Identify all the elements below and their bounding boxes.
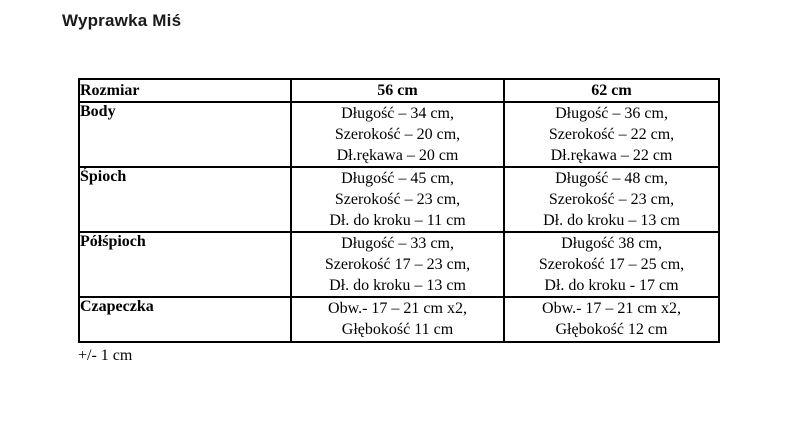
measurement-line: Długość – 48 cm, (555, 170, 668, 187)
cell-spioch-56cm (291, 167, 504, 232)
measurement-line: Długość – 36 cm, (555, 105, 668, 122)
measurement-line: Szerokość – 20 cm, (334, 126, 461, 143)
measurement-line: Głębokość 12 cm (555, 321, 668, 338)
tolerance-note: +/- 1 cm (78, 347, 133, 364)
measurement-line: Dł. do kroku – 11 cm (329, 212, 466, 229)
column-header-rozmiar: Rozmiar (79, 79, 291, 102)
measurement-line: Dł. do kroku – 13 cm (543, 212, 680, 229)
row-label-body: Body (79, 102, 291, 167)
measurement-line: Długość – 33 cm, (341, 235, 454, 252)
measurement-line: Obw.- 17 – 21 cm x2, (328, 300, 467, 317)
cell-czapeczka-62cm (504, 297, 719, 342)
measurement-line: Długość – 34 cm, (341, 105, 454, 122)
row-label-czapeczka: Czapeczka (79, 297, 291, 342)
measurement-line: Obw.- 17 – 21 cm x2, (542, 300, 681, 317)
measurement-line: Szerokość – 23 cm, (334, 191, 461, 208)
measurement-line: Szerokość 17 – 23 cm, (324, 256, 471, 273)
table-row-czapeczka (79, 297, 719, 342)
measurement-line: Dł.rękawa – 22 cm (550, 147, 673, 164)
page-title: Wyprawka Miś (62, 11, 182, 30)
cell-polspioch-62cm (504, 232, 719, 297)
row-label-polspioch: Półśpioch (79, 232, 291, 297)
measurement-line: Szerokość 17 – 25 cm, (538, 256, 685, 273)
table-row-body (79, 102, 719, 167)
measurement-line: Dł.rękawa – 20 cm (336, 147, 459, 164)
header-row (79, 79, 719, 102)
measurement-line: Długość – 45 cm, (341, 170, 454, 187)
row-label-spioch: Śpioch (79, 167, 291, 232)
size-table (78, 78, 720, 343)
cell-body-56cm (291, 102, 504, 167)
cell-spioch-62cm (504, 167, 719, 232)
column-header-62cm: 62 cm (504, 79, 719, 102)
measurement-line: Szerokość – 22 cm, (548, 126, 675, 143)
cell-body-62cm (504, 102, 719, 167)
column-header-56cm: 56 cm (291, 79, 504, 102)
cell-czapeczka-56cm (291, 297, 504, 342)
measurement-line: Szerokość – 23 cm, (548, 191, 675, 208)
measurement-line: Dł. do kroku – 13 cm (329, 277, 466, 294)
measurement-line: Dł. do kroku - 17 cm (544, 277, 679, 294)
table-row-spioch (79, 167, 719, 232)
table-row-polspioch (79, 232, 719, 297)
cell-polspioch-56cm (291, 232, 504, 297)
measurement-line: Długość 38 cm, (561, 235, 662, 252)
measurement-line: Głębokość 11 cm (341, 321, 454, 338)
